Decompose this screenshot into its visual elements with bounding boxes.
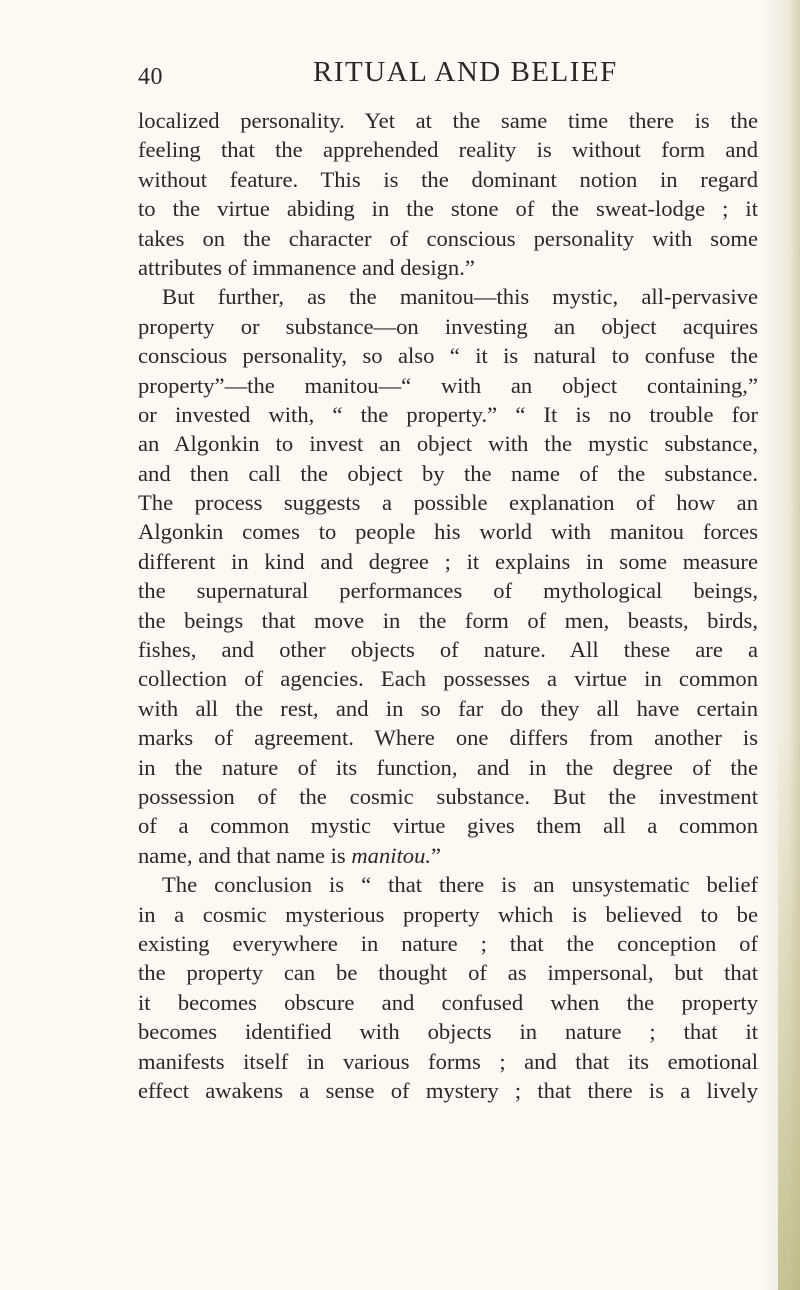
text-line (138, 694, 758, 723)
text-line-content: the supernatural performances of mythological beings, (138, 578, 758, 604)
running-title: RITUAL AND BELIEF (313, 56, 618, 88)
text-line (138, 988, 758, 1017)
text-line-content: property”—the manitou—“ with an object containing,” (138, 372, 758, 398)
text-line (138, 253, 758, 282)
text-line-content: effect awakens a sense of mystery ; that there is a lively (138, 1077, 758, 1103)
text-line (138, 282, 758, 311)
text-line-content: of a common mystic virtue gives them all a common (138, 813, 758, 839)
text-line-content: it becomes obscure and confused when the property (138, 989, 758, 1015)
text-line (138, 547, 758, 576)
text-line (138, 664, 758, 693)
text-line (138, 1047, 758, 1076)
text-line-content: and then call the object by the name of the substance. (138, 460, 758, 486)
text-line-content: takes on the character of conscious personality with some (138, 225, 758, 251)
text-line (138, 224, 758, 253)
text-line-content: Algonkin comes to people his world with manitou forces (138, 519, 758, 545)
text-line-content: conscious personality, so also “ it is natural to confuse the (138, 343, 758, 369)
text-line-content: fishes, and other objects of nature. All these are a (138, 637, 758, 663)
text-line-content: manifests itself in various forms ; and that its emotional (138, 1048, 758, 1074)
text-line (138, 841, 758, 870)
text-line-content: possession of the cosmic substance. But the investment (138, 783, 758, 809)
page-edge-stain (778, 730, 800, 1290)
text-line (138, 429, 758, 458)
running-head (138, 56, 745, 96)
text-line-content: the property can be thought of as impersonal, but that (138, 960, 758, 986)
text-line (138, 576, 758, 605)
text-line (138, 606, 758, 635)
text-line (138, 811, 758, 840)
text-line (138, 135, 758, 164)
text-line (138, 341, 758, 370)
text-line-content: But further, as the manitou—this mystic, all-pervasive (162, 284, 758, 310)
text-line (138, 194, 758, 223)
text-line-content: an Algonkin to invest an object with the mystic substance, (138, 431, 758, 457)
text-line (138, 400, 758, 429)
text-line-content: localized personality. Yet at the same time there is the (138, 108, 758, 133)
text-line (138, 1017, 758, 1046)
text-line-content: to the virtue abiding in the stone of the sweat-lodge ; it (138, 196, 758, 222)
text-line-content: The conclusion is “ that there is an unsystematic belief (162, 872, 758, 898)
text-line-content: property or substance—on investing an object acquires (138, 313, 758, 339)
text-line-content: different in kind and degree ; it explains in some measure (138, 548, 758, 574)
text-line-content: in the nature of its function, and in the degree of the (138, 754, 758, 780)
text-line-content: without feature. This is the dominant notion in regard (138, 166, 758, 192)
text-line (138, 459, 758, 488)
text-line-content: marks of agreement. Where one differs from another is (138, 725, 758, 751)
text-line (138, 782, 758, 811)
closing-quote: ” (431, 842, 442, 868)
text-line (138, 1076, 758, 1105)
text-line (138, 753, 758, 782)
text-line (138, 312, 758, 341)
text-line-content: the beings that move in the form of men, beasts, birds, (138, 607, 758, 633)
text-line-content: or invested with, “ the property.” “ It is no trouble for (138, 401, 758, 427)
body-text (138, 106, 758, 1105)
text-line (138, 517, 758, 546)
text-line (138, 106, 758, 135)
text-line (138, 723, 758, 752)
text-line (138, 371, 758, 400)
text-line-content: attributes of immanence and design.” (138, 254, 475, 280)
text-line-content: The process suggests a possible explanation of how an (138, 490, 758, 516)
text-line (138, 870, 758, 899)
text-line (138, 165, 758, 194)
text-line-content: feeling that the apprehended reality is without form and (138, 137, 758, 163)
text-line (138, 900, 758, 929)
text-line (138, 958, 758, 987)
text-line (138, 635, 758, 664)
page-number: 40 (138, 64, 163, 90)
text-line-content: existing everywhere in nature ; that the conception of (138, 930, 758, 956)
italic-term: manitou. (351, 842, 432, 868)
text-line-content: name, and that name is (138, 842, 352, 868)
text-line (138, 488, 758, 517)
text-line-content: collection of agencies. Each possesses a virtue in common (138, 666, 758, 692)
text-line-content: with all the rest, and in so far do they all have certain (138, 695, 758, 721)
text-line-content: in a cosmic mysterious property which is believed to be (138, 901, 758, 927)
text-line (138, 929, 758, 958)
text-line-content: becomes identified with objects in nature ; that it (138, 1019, 758, 1045)
